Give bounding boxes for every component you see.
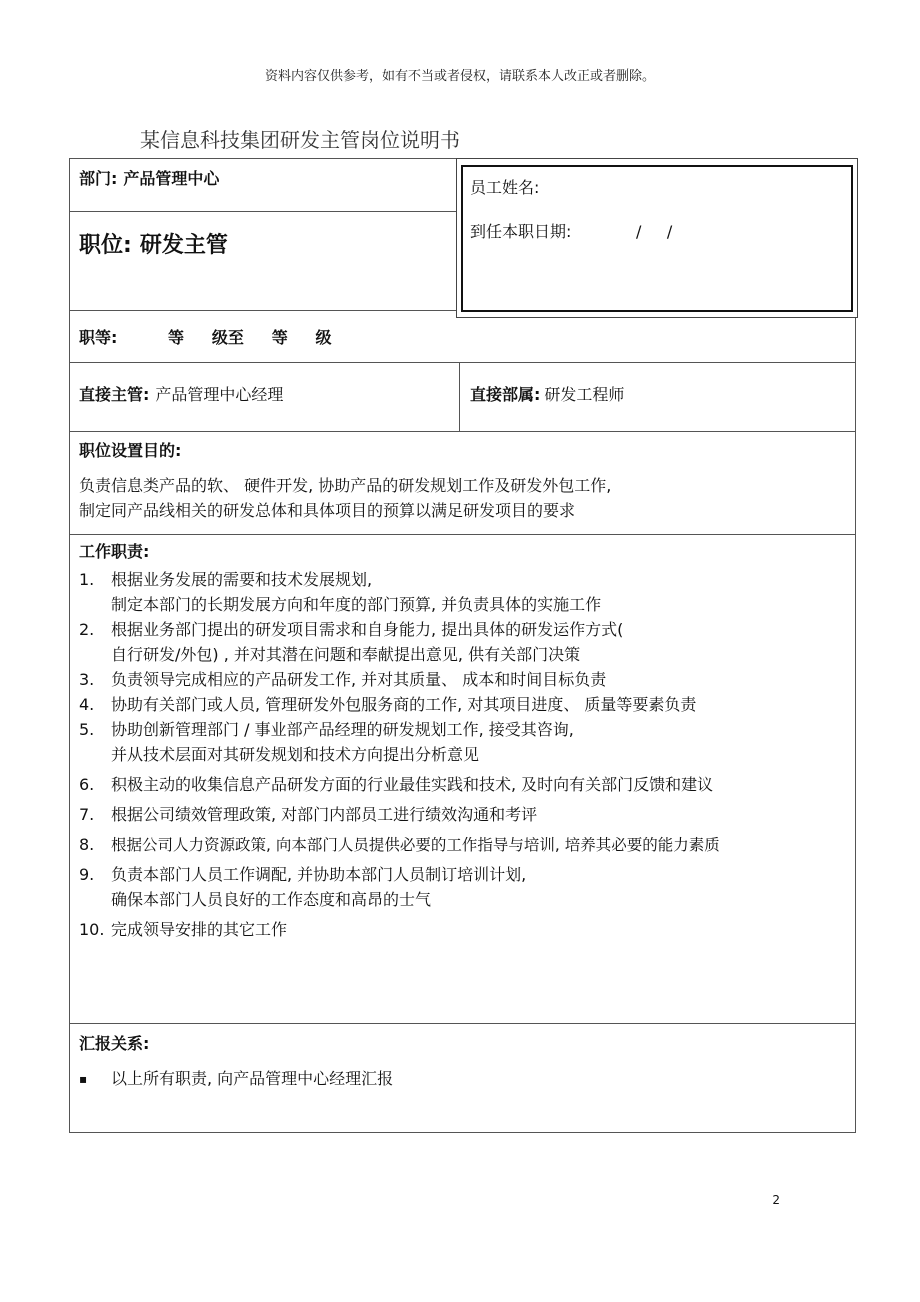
- duty-line: 协助有关部门或人员, 管理研发外包服务商的工作, 对其项目进度、 质量等要素负责: [111, 695, 697, 714]
- duty-number: 9.: [79, 865, 95, 884]
- employee-name-label: 员工姓名:: [470, 178, 540, 197]
- divider-supervisor-vertical: [459, 362, 460, 432]
- duty-number: 2.: [79, 620, 95, 639]
- table-border-top: [69, 158, 457, 159]
- department-value: 产品管理中心: [123, 169, 220, 188]
- supervisor-label: 直接主管:: [79, 385, 150, 404]
- table-border-left: [69, 158, 70, 1133]
- divider-dept-position: [69, 211, 457, 212]
- grade-label: 职等:: [79, 328, 118, 347]
- table-border-bottom: [69, 1132, 856, 1133]
- duty-number: 7.: [79, 805, 95, 824]
- duty-line: 自行研发/外包) , 并对其潜在问题和奉献提出意见, 供有关部门决策: [111, 645, 581, 664]
- header-note: 资料内容仅供参考，如有不当或者侵权，请联系本人改正或者删除。: [264, 69, 655, 84]
- start-date-value: / /: [636, 222, 673, 241]
- duty-line: 负责领导完成相应的产品研发工作, 并对其质量、 成本和时间目标负责: [111, 670, 607, 689]
- duty-number: 1.: [79, 570, 95, 589]
- document-title: 某信息科技集团研发主管岗位说明书: [140, 128, 460, 152]
- duty-line: 协助创新管理部门 / 事业部产品经理的研发规划工作, 接受其咨询,: [111, 720, 574, 739]
- duty-number: 10.: [79, 920, 105, 939]
- purpose-line-1: 负责信息类产品的软、 硬件开发, 协助产品的研发规划工作及研发外包工作,: [79, 476, 612, 495]
- duties-label: 工作职责:: [79, 542, 150, 561]
- reporting-label: 汇报关系:: [79, 1034, 150, 1053]
- position-value: 研发主管: [139, 233, 228, 258]
- divider-grade-top: [69, 310, 457, 311]
- page-number: 2: [772, 1193, 780, 1207]
- purpose-label: 职位设置目的:: [79, 441, 182, 460]
- subordinate-label: 直接部属:: [470, 385, 541, 404]
- reporting-bullet-icon: ▪: [79, 1072, 88, 1086]
- duty-line: 根据业务部门提出的研发项目需求和自身能力, 提出具体的研发运作方式(: [111, 620, 624, 639]
- supervisor-row: [79, 385, 283, 405]
- duty-line: 根据公司绩效管理政策, 对部门内部员工进行绩效沟通和考评: [111, 805, 538, 824]
- table-border-right: [855, 318, 856, 1133]
- duty-number: 5.: [79, 720, 95, 739]
- duty-number: 6.: [79, 775, 95, 794]
- divider-grade-bottom: [69, 362, 856, 363]
- subordinate-row: [470, 385, 624, 405]
- duty-line: 确保本部门人员良好的工作态度和高昂的士气: [111, 890, 432, 909]
- start-date-label: 到任本职日期:: [470, 222, 572, 241]
- position-row: [79, 232, 228, 260]
- position-label: 职位:: [79, 233, 132, 258]
- divider-purpose-bottom: [69, 534, 856, 535]
- purpose-line-2: 制定同产品线相关的研发总体和具体项目的预算以满足研发项目的要求: [79, 501, 576, 520]
- duty-number: 3.: [79, 670, 95, 689]
- reporting-text: 以上所有职责, 向产品管理中心经理汇报: [111, 1069, 394, 1088]
- duty-line: 根据公司人力资源政策, 向本部门人员提供必要的工作指导与培训, 培养其必要的能力素质: [111, 836, 720, 854]
- duty-line: 负责本部门人员工作调配, 并协助本部门人员制订培训计划,: [111, 865, 527, 884]
- department-label: 部门:: [79, 169, 118, 188]
- duty-line: 并从技术层面对其研发规划和技术方向提出分析意见: [111, 745, 480, 764]
- subordinate-value: 研发工程师: [544, 385, 625, 404]
- duty-line: 根据业务发展的需要和技术发展规划,: [111, 570, 373, 589]
- duty-line: 完成领导安排的其它工作: [111, 920, 288, 939]
- supervisor-value: 产品管理中心经理: [155, 385, 284, 404]
- duty-number: 8.: [79, 835, 95, 854]
- grade-value: 等 级至 等 级: [168, 328, 332, 347]
- divider-supervisor-bottom: [69, 431, 856, 432]
- duty-line: 积极主动的收集信息产品研发方面的行业最佳实践和技术, 及时向有关部门反馈和建议: [111, 775, 714, 794]
- duty-line: 制定本部门的长期发展方向和年度的部门预算, 并负责具体的实施工作: [111, 595, 602, 614]
- duty-number: 4.: [79, 695, 95, 714]
- department-row: [79, 169, 219, 189]
- divider-duties-bottom: [69, 1023, 856, 1024]
